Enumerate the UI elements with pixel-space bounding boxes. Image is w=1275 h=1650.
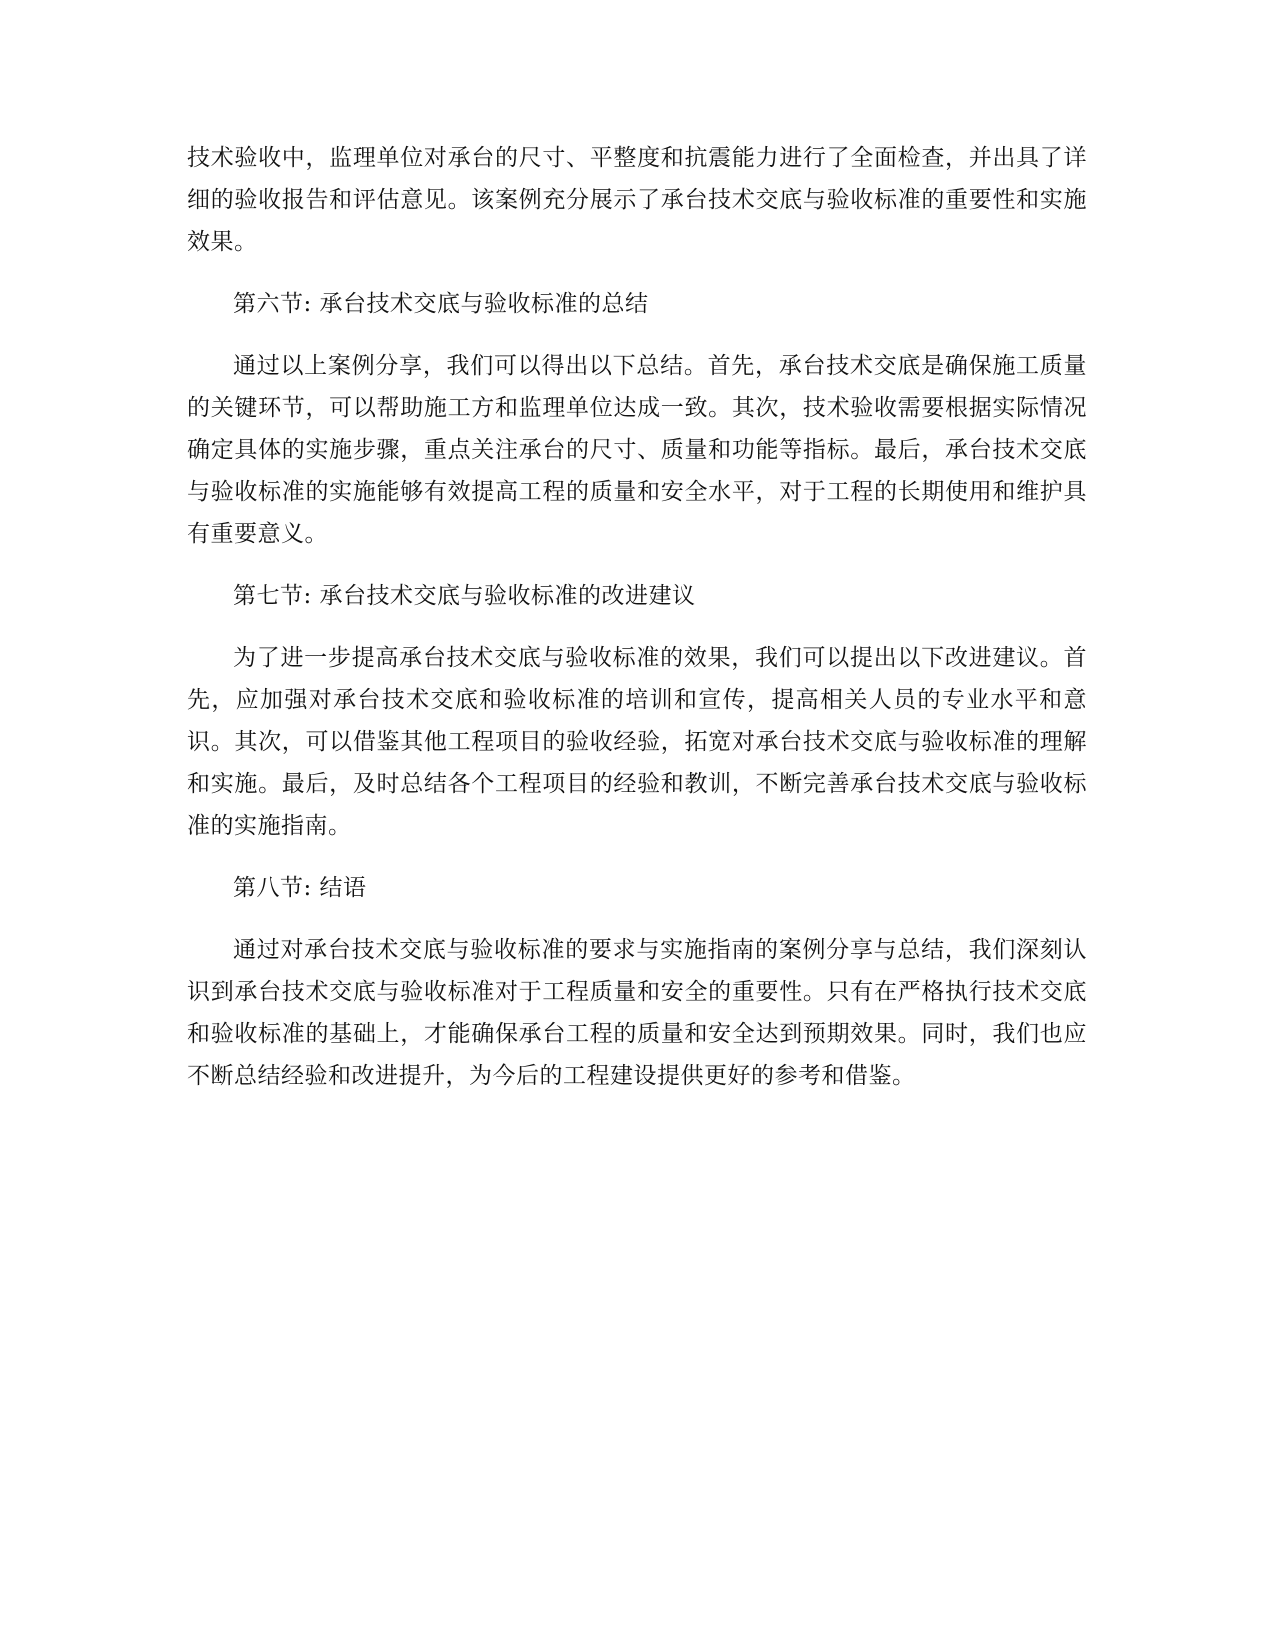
section-7-paragraph: 为了进一步提高承台技术交底与验收标准的效果，我们可以提出以下改进建议。首先，应加强对承台技术交底和验收标准的培训和宣传，提高相关人员的专业水平和意识。其次，可以借鉴其他工程项目的验收经验，拓宽对承台技术交底与验收标准的理解和实施。最后，及时总结各个工程项目的经验和教训，不断完善承台技术交底与验收标准的实施指南。 — [187, 645, 1087, 839]
document-body — [187, 137, 1087, 1117]
section-7-heading: 第七节: 承台技术交底与验收标准的改进建议 — [233, 583, 696, 609]
section-6-heading: 第六节: 承台技术交底与验收标准的总结 — [233, 291, 649, 317]
section-6-paragraph: 通过以上案例分享，我们可以得出以下总结。首先，承台技术交底是确保施工质量的关键环节，可以帮助施工方和监理单位达成一致。其次，技术验收需要根据实际情况确定具体的实施步骤，重点关注承台的尺寸、质量和功能等指标。最后，承台技术交底与验收标准的实施能够有效提高工程的质量和安全水平，对于工程的长期使用和维护具有重要意义。 — [187, 353, 1087, 547]
section-8-heading: 第八节: 结语 — [233, 875, 367, 901]
continued-paragraph: 技术验收中，监理单位对承台的尺寸、平整度和抗震能力进行了全面检查，并出具了详细的验收报告和评估意见。该案例充分展示了承台技术交底与验收标准的重要性和实施效果。 — [187, 145, 1087, 255]
section-8-paragraph: 通过对承台技术交底与验收标准的要求与实施指南的案例分享与总结，我们深刻认识到承台技术交底与验收标准对于工程质量和安全的重要性。只有在严格执行技术交底和验收标准的基础上，才能确保承台工程的质量和安全达到预期效果。同时，我们也应不断总结经验和改进提升，为今后的工程建设提供更好的参考和借鉴。 — [187, 937, 1087, 1089]
